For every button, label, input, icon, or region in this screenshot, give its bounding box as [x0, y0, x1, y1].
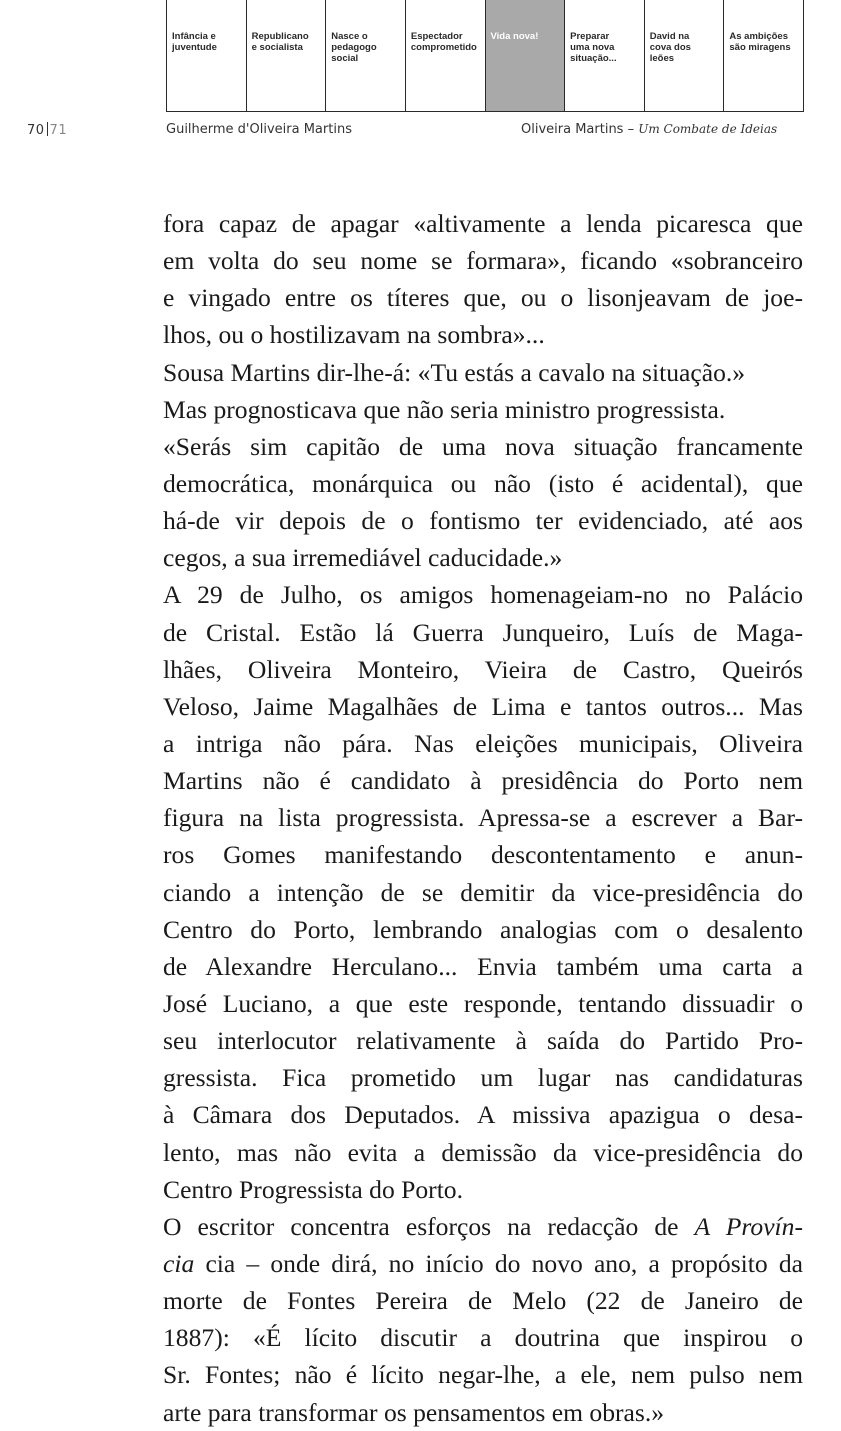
- tab-espectador[interactable]: [405, 0, 485, 112]
- text-line: fora capaz de apagar «altivamente a lenda picaresca que: [163, 209, 803, 238]
- text-line: ros Gomes manifestando descontentamento e anun-: [163, 840, 803, 870]
- book-title: [521, 122, 777, 137]
- text-line: gressista. Fica prometido um lugar nas candidaturas: [163, 1063, 803, 1093]
- text-line: A 29 de Julho, os amigos homenageiam-no no Palácio: [163, 580, 803, 610]
- text-line: Sousa Martins dir-lhe-á: «Tu estás a cavalo na situação.»: [163, 357, 746, 387]
- text-line: democrática, monárquica ou não (isto é acidental), que: [163, 468, 803, 498]
- book-title-italic: Um Combate de Ideias: [638, 122, 778, 136]
- text-run: O escritor concentra esforços na redacção de: [163, 1211, 695, 1241]
- tab-ambicoes[interactable]: [723, 0, 804, 112]
- tab-vida-nova[interactable]: [485, 0, 565, 112]
- text-line: Martins não é candidato à presidência do Porto nem: [163, 766, 803, 796]
- text-line: Mas prognosticava que não seria ministro progressista.: [163, 394, 726, 424]
- page-number-divider: [47, 122, 48, 136]
- text-line: ciando a intenção de se demitir da vice-presidência do: [163, 877, 803, 907]
- tab-label: David na cova dos leões: [649, 31, 691, 64]
- author-name: Guilherme d'Oliveira Martins: [166, 122, 352, 137]
- tab-preparar[interactable]: [564, 0, 644, 112]
- tab-label: Nasce o pedagogo social: [331, 31, 377, 64]
- text-line: morte de Fontes Pereira de Melo (22 de Janeiro de: [163, 1286, 803, 1316]
- tab-nasce-pedagogo[interactable]: [325, 0, 405, 112]
- text-line: arte para transformar os pensamentos em obras.»: [163, 1397, 665, 1427]
- text-line: há-de vir depois de o fontismo ter evidenciado, até aos: [163, 506, 803, 536]
- tab-label: Vida nova!: [490, 31, 539, 42]
- text-line-with-italic: [163, 1245, 803, 1282]
- tab-label: As ambições são miragens: [729, 31, 791, 53]
- page-numbers: [27, 122, 67, 138]
- text-line: José Luciano, a que este responde, tentando dissuadir o: [163, 988, 803, 1018]
- tab-republicano[interactable]: [246, 0, 326, 112]
- tab-label: Republicano e socialista: [251, 31, 309, 53]
- text-line: lhães, Oliveira Monteiro, Vieira de Castro, Queirós: [163, 654, 803, 684]
- chapter-tabs: [166, 0, 804, 112]
- text-line: «Serás sim capitão de uma nova situação francamente: [163, 431, 803, 461]
- text-line: Centro do Porto, lembrando analogias com o desalento: [163, 914, 803, 944]
- text-line: cegos, a sua irremediável caducidade.»: [163, 543, 563, 573]
- text-line: à Câmara dos Deputados. A missiva apazigua o desa-: [163, 1100, 803, 1130]
- text-line-with-italic: [163, 1208, 803, 1245]
- body-text: [163, 205, 803, 1431]
- italic-title: cia: [163, 1248, 195, 1278]
- text-line: lhos, ou o hostilizavam na sombra»...: [163, 320, 545, 350]
- text-line: Veloso, Jaime Magalhães de Lima e tantos outros... Mas: [163, 691, 803, 721]
- page-number-right: 71: [49, 123, 68, 138]
- text-line: seu interlocutor relativamente à saída do Partido Pro-: [163, 1026, 803, 1056]
- text-line: Sr. Fontes; não é lícito negar-lhe, a ele, nem pulso nem: [163, 1360, 803, 1390]
- tab-infancia[interactable]: [166, 0, 246, 112]
- running-header: [0, 122, 841, 142]
- text-line: 1887): «É lícito discutir a doutrina que inspirou o: [163, 1323, 803, 1353]
- text-line: de Cristal. Estão lá Guerra Junqueiro, Luís de Maga-: [163, 617, 803, 647]
- text-line: de Alexandre Herculano... Envia também uma carta a: [163, 951, 803, 981]
- text-line: a intriga não pára. Nas eleições municipais, Oliveira: [163, 728, 803, 758]
- book-title-prefix: Oliveira Martins –: [521, 122, 639, 137]
- text-run: cia – onde dirá, no início do novo ano, a propósito da: [194, 1248, 803, 1278]
- page-number-left: 70: [27, 123, 45, 138]
- text-line: figura na lista progressista. Apressa-se a escrever a Bar-: [163, 803, 803, 833]
- text-line: lento, mas não evita a demissão da vice-presidência do: [163, 1137, 803, 1167]
- tab-label: Espectador comprometido: [410, 31, 477, 53]
- tab-label: Infância e juventude: [172, 31, 217, 53]
- italic-title: A Provín-: [694, 1211, 803, 1241]
- text-line: em volta do seu nome se formara», ficando «sobranceiro: [163, 246, 803, 276]
- text-line: Centro Progressista do Porto.: [163, 1174, 464, 1204]
- text-line: e vingado entre os títeres que, ou o lisonjeavam de joe-: [163, 283, 803, 313]
- tab-david[interactable]: [644, 0, 724, 112]
- tab-label: Preparar uma nova situação...: [570, 31, 617, 64]
